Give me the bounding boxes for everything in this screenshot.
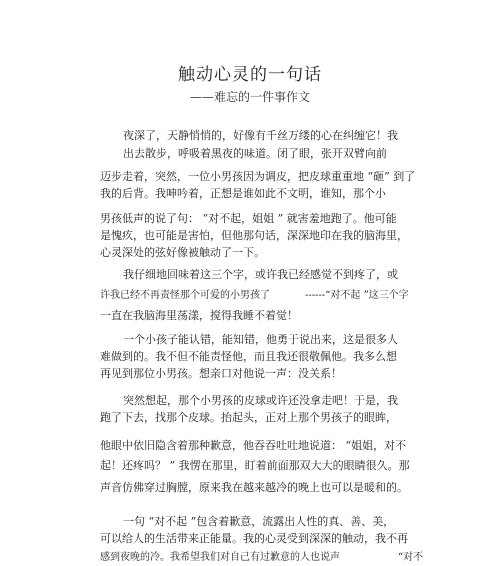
text-line: 突然想起，那个小男孩的皮球或许还没拿走吧！于是，我 (123, 394, 398, 407)
text-line: 出去散步，呼吸着黑夜的味道。闭了眼，张开双臂向前 (123, 147, 387, 160)
document-title: 触动心灵的一句话 (178, 65, 322, 85)
text-line: 夜深了，天静悄悄的，好像有千丝万缕的心在纠缠它！我 (123, 129, 398, 142)
text-line: 我的后背。我呻吟着，正想是谁如此不文明，谁知，那个小 (100, 187, 386, 200)
text-line: 一句 “对不起 ”包含着歉意，流露出人性的真、善、美， (123, 515, 395, 528)
text-line: 一直在我脑海里荡漾，搅得我睡不着觉！ (100, 309, 298, 322)
document-subtitle: ——难忘的一件事作文 (189, 90, 310, 104)
text-line: 男孩低声的说了句： “对不起，姐姐 ” 就害羞地跑了。他可能 (100, 212, 397, 225)
text-line: 许我已经不再责怪那个可爱的小男孩了 (100, 290, 270, 301)
text-line: 再见到那位小男孩。想亲口对他说一声：没关系！ (100, 367, 342, 380)
text-line: “对不 (398, 552, 424, 563)
text-line: 可以给人的生活带来正能量。我的心灵受到深深的触动，我不再 (100, 532, 408, 545)
text-line: 难做到的。我不但不能责怪他，而且我还很敬佩他。我多么想 (100, 350, 397, 363)
text-line: 跑了下去，找那个皮球。抬起头，正对上那个男孩子的眼眸， (100, 411, 397, 424)
text-line: ------“对不起 ”这三个字 (305, 290, 409, 301)
text-line: 心灵深处的弦好像被触动了一下。 (100, 246, 265, 259)
text-line: 他眼中依旧隐含着那种歉意，他吞吞吐吐地说道： “姐姐，对不 (100, 439, 407, 452)
text-line: 是愧疚，也可能是害怕，但他那句话，深深地印在我的脑海里， (100, 229, 408, 242)
text-line: 声音仿佛穿过胸膛，原来我在越来越冷的晚上也可以是暖和的。 (100, 481, 408, 494)
text-line: 一个小孩子能认错，能知错，他勇于说出来，这是很多人 (123, 333, 398, 346)
text-line: 起！还疼吗？ ” 我愣在那里，盯着前面那双大大的眼睛很久。那 (100, 459, 410, 472)
text-line: 感到夜晚的冷。我希望我们对自己有过歉意的人也说声 (100, 552, 340, 563)
text-line: 我仔细地回味着这三个字，或许我已经感觉不到疼了，或 (123, 268, 398, 281)
text-line: 迈步走着，突然，一位小男孩因为调皮，把皮球重重地 “砸” 到了 (100, 170, 416, 183)
